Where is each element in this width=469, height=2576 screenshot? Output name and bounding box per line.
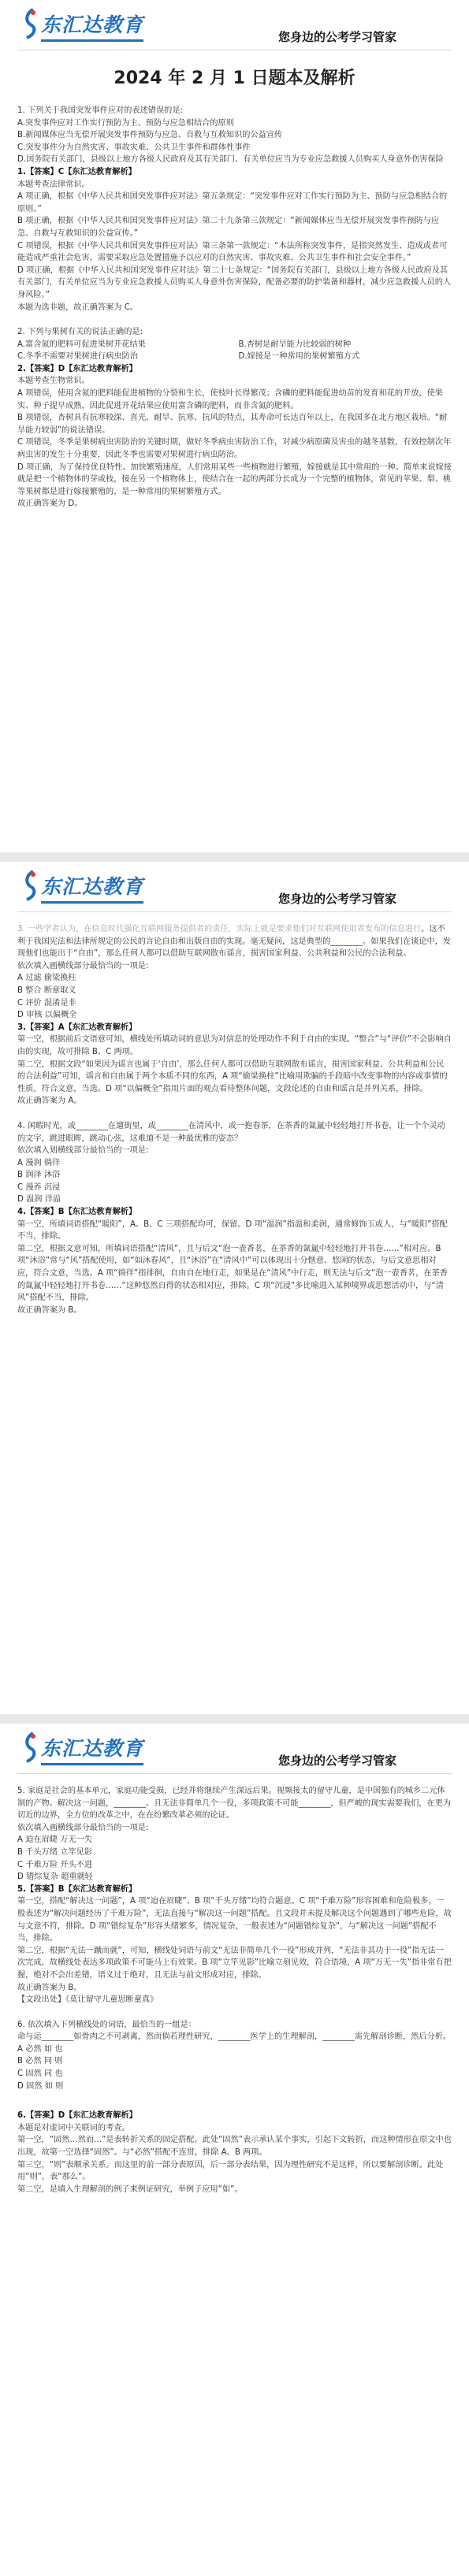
logo-mark-icon: [22, 8, 38, 39]
logo-mark-icon: [22, 1732, 38, 1763]
analysis-line: 故正确答案为 A。: [17, 1097, 82, 1106]
analysis-line: 第一空，搭配“解决这一问题”，A 项“迫在眉睫”、B 项“千头万绪”均符合题意。C 项“千难万险”形容困难和危险极多，一般表述为“解决问题经历了千难万险”，无法直接与“解决这一问题”搭配。且文段并未提及解决这个问题遇到了哪些危险，故与文意不符，排除。D 项“错综复杂”形容头绪繁多，情况复杂，一般表述为“问题错综复杂”，与“解决这一问题”搭配不当，排除。: [17, 1897, 452, 1943]
analysis-line: 本题考查生物常识。: [17, 377, 90, 386]
question-stem-faded: 3. 一些学者认为，在信息时代强化互联网服务提供者的责任，实际上就是要求他们对互联网使用者发布的信息进行: [17, 925, 422, 934]
option: C 漫养 沉浸: [17, 1182, 61, 1192]
analysis-line: 本题考查法律常识。: [17, 180, 90, 189]
option: C 固然 同 也: [17, 2069, 63, 2079]
option: B.杏树是耐旱能力比较弱的树种: [238, 340, 352, 349]
options-grid: [17, 339, 452, 363]
question-stem: 4. 闲暇时光，或________在遛街里，或________在清风中，或一抱春茶，在茶香的氤氲中轻轻地打开书卷，让一个个灵动的文字，跳进眼眸，跳动心弦，这难道不是一种最优雅的姿态？: [17, 1121, 445, 1143]
question-3: [17, 923, 452, 1108]
page-title: 2024 年 2 月 1 日题本及解析: [114, 69, 355, 88]
answer-heading: 2.【答案】D【东汇达教育解析】: [17, 364, 137, 373]
analysis-line: 第三空，“则”表顺承关系。而这里的前一部分表原因，后一部分表结果，因为理性研究不是这样，所以要解剖诊断。此处用“则”，表“那么”。: [17, 2160, 444, 2182]
option: A 漫润 徜徉: [17, 1158, 61, 1167]
question-5: [17, 1785, 452, 2006]
option: B 润泽 沐浴: [17, 1171, 61, 1180]
analysis-line: 第二空，根据“无法一蹴而就”，可知，横线处词语与前文“无法非简单几个一役”形成并列，“无法非其功于一役”指无法一次完成，故横线处表达多项政策不可能马上有效果。B 项“立竿见影”比喻立刻见效，符合语境，A 项“万无一失”指非常有把握，绝对不会出差错，语义过于绝对，且无法与前文形成对应，排除。: [17, 1946, 452, 1980]
header-slogan: 您身边的公考学习管家: [277, 1754, 396, 1768]
fill-instruction: 依次填入划横线部分最恰当的一项是:: [17, 1146, 149, 1156]
option: B.新闻媒体应当无偿开展突发事件预防与应急、自救与互救知识的公益宣传: [17, 131, 283, 140]
logo-text: 东汇达教育: [41, 871, 143, 900]
question-1: [17, 105, 452, 314]
option: D.嫁接是一种常用的果树繁殖方式: [238, 352, 360, 362]
logo: [22, 8, 143, 39]
analysis-line: 故正确答案为 B。: [17, 1983, 82, 1992]
question-stem: 1. 下列关于我国突发事件应对的表述错误的是:: [17, 106, 183, 115]
analysis-line: 【文段出处】《莫让留守儿童思断童真》: [17, 1995, 158, 2005]
analysis-line: 本题是对虚词中关联词的考查。: [17, 2123, 130, 2132]
page-3: [0, 1724, 469, 2576]
page-header: [17, 1724, 452, 1774]
option: C 评价 混淆是非: [17, 998, 76, 1008]
analysis-line: D 项正确，为了保持优良特性、加快繁殖速度，人们常用某些一些植物进行繁殖，嫁接就是其中常用的一种。简单来说嫁接就是把一个植物体的芽或枝，接在另一个植物体上，使结合在一起的两部分长成为一个完整的植物体，常见的苹果、梨、桃等果树都是进行嫁接繁殖的，是一种常用的果树繁殖方式。: [17, 462, 452, 496]
page-header: [17, 0, 452, 50]
answer-heading: 1.【答案】C【东汇达教育解析】: [17, 167, 136, 176]
header-slogan: 您身边的公考学习管家: [277, 30, 396, 44]
option: B 必然 同 则: [17, 2057, 63, 2066]
option: A.突发事件应对工作实行预防为主、预防与应急相结合的原则: [17, 118, 234, 128]
analysis-line: 故正确答案为 D。: [17, 499, 83, 509]
option: A 迫在眉睫 万无一失: [17, 1835, 92, 1845]
logo: [22, 1732, 143, 1763]
option: C.冬季不需要对果树进行病虫防治: [17, 352, 138, 362]
fill-instruction: 依次填入画横线部分最恰当的一项是:: [17, 1823, 149, 1832]
analysis-line: 本题为选非题，故正确答案为 C。: [17, 303, 138, 312]
question-stem: 。这不利于我国宪法和法律所规定的公民的言论自由和出版自由的实现。毫无疑问，这是典型的________。如果我们在谈论中，发现他们也能出于“自由”，那么任何人都可以借助互联网散布谣言，损害国家利益、公共利益和公民的合法利益。: [17, 925, 452, 959]
analysis-line: A 项正确，根据《中华人民共和国突发事件应对法》第五条规定：“突发事件应对工作实行预防为主、预防与应急相结合的原则。”: [17, 192, 448, 213]
option: D.国务院有关部门，县级以上地方各级人民政府及其有关部门、有关单位应当为专业应急救援人员购买人身意外伤害保险: [17, 155, 444, 165]
analysis-line: 第一空，所填词语搭配“暖阳”，A、B、C 三项搭配均可，保留。D 项“温润”指温和柔润，通常修饰玉或人，与“暖阳”搭配不当，排除。: [17, 1219, 448, 1242]
analysis-line: 第一空，根据前后文语意可知，横线处所填动词的意思为对信息的处理动作不利于自由的实现。“整合”与“评价”不会影响自由的实现，故可排除 B、C 两项。: [17, 1035, 452, 1056]
question-2: [17, 326, 452, 510]
fill-instruction: 依次填入画横线部分最恰当的一项是:: [17, 961, 149, 971]
answer-heading: 6.【答案】D【东汇达教育解析】: [17, 2111, 137, 2121]
analysis-line: 第二空，是填入生理解剖的例子来例证研究，举例子应用“如”。: [17, 2184, 243, 2194]
logo-mark-icon: [22, 870, 38, 901]
question-stem: 2. 下列与果树有关的说法正确的是:: [17, 328, 143, 337]
option: A.富含氮的肥料可促进果树开花结果: [17, 340, 146, 349]
answer-heading: 3.【答案】A【东汇达教育解析】: [17, 1023, 137, 1032]
header-slogan: 您身边的公考学习管家: [277, 892, 396, 906]
logo-text: 东汇达教育: [41, 1733, 143, 1761]
answer-heading: 5.【答案】B【东汇达教育解析】: [17, 1884, 137, 1894]
answer-heading: 4.【答案】B【东汇达教育解析】: [17, 1208, 137, 1217]
option: D 温润 洋溢: [17, 1195, 61, 1204]
option: B 整合 断章取义: [17, 985, 76, 995]
question-6: [17, 2019, 452, 2196]
analysis-line: C 项错误，冬季是果树病虫害防治的关键时期，做好冬季病虫害防治工作，对减少病原菌及害虫的越冬基数，有效控制次年病虫害的发生十分重要，因此冬季也需要对果树进行病虫防治。: [17, 438, 452, 460]
analysis-line: 故正确答案为 B。: [17, 1305, 82, 1315]
option: B 千头万绪 立竿见影: [17, 1847, 92, 1857]
question-4: [17, 1120, 452, 1317]
analysis-line: B 项错误，杏树具有抗寒较深、喜光、耐旱、抗寒、抗风的特点，其寿命可长达百年以上，在我国多在北方地区栽培。“耐旱能力较弱”的说法错误。: [17, 414, 448, 435]
option: D 错综复杂 超重就轻: [17, 1873, 93, 1882]
option: D 审核 以偏概全: [17, 1011, 77, 1020]
analysis-line: 第二空，根据文意可知，所填词语搭配“清风”，且与后文“泡一壶香茗，在茶香的氤氲中轻轻地打开书卷……”相对应。B 项“沐浴”常与“风”搭配使用，如“如沐春风”，且“沐浴”在“清风中”可以体现出十分惬意、悠闲的状态，与后文意思相对应，符合文意，当选。A 项“徜徉”指徘徊，自由自在地行走，如果是在“清风”中行走，则无法与后文“泡一壶香茗，在茶香的氤氲中轻轻地打开书卷……”这种悠然自得的状态相对应，排除。C 项“沉浸”多比喻进入某种境界或思想活动中，与“清风”搭配不当，排除。: [17, 1244, 448, 1303]
analysis-line: 第一空，“固然…然而…”是表转折关系的固定搭配。此处“固然”表示承认某个事实，引起下文转折，而这种情形在原文中也出现，故第一空选择“固然”。与“必然”搭配不连贯，排除 A、B 两项。: [17, 2136, 452, 2158]
question-stem: 5. 家庭是社会的基本单元，家庭功能受损，已经并将继续产生深远后果。视频接太的留守儿童，是中国独有的城乡二元体制的产物。解决这一问题，________。且无法非简单几个一役，多项政策不可能________，但严峻的现实需要我们，在更为切近的边界，全方位的改革之中，在在纷繁改革必须的论证。: [17, 1787, 452, 1821]
option: A 过滤 偷梁换柱: [17, 974, 76, 983]
question-stem: 6. 依次填入下列横线处的词语，最恰当的一组是：: [17, 2020, 196, 2029]
analysis-line: D 项正确，根据《中华人民共和国突发事件应对法》第二十七条规定：“国务院有关部门，县级以上地方各级人民政府及其有关部门，有关单位应当为专业应急救援人员购买人身意外伤害保险，配备必要的防护装备和器材，减少应急救援人员的人身风险。”: [17, 265, 452, 299]
option: C.突发事件分为自然灾害、事故灾难、公共卫生事件和群体性事件: [17, 143, 251, 152]
option: D 固然 如 则: [17, 2081, 64, 2091]
analysis-line: 第二空，根据文段“如果因为谣言也属于‘自由’，那么任何人都可以借助互联网散布谣言，损害国家利益、公共利益和公民的合法利益”可知，谣言和自由属于两个本质不同的东西，A 项“偷梁换柱”比喻用欺骗的手段暗中改变事物的内容或事情的性质，符合文意，当选。D 项“以偏概全”指用片面的观点看待整体问题，文段论述的自由和谣言是并列关系，排除。: [17, 1060, 448, 1093]
page-2: [0, 862, 469, 1714]
analysis-line: B 项正确，根据《中华人民共和国突发事件应对法》第二十九条第三款规定：“新闻媒体应当无偿开展突发事件预防与应急、自救与互救知识的公益宣传。”: [17, 217, 440, 238]
analysis-line: C 项错误，根据《中华人民共和国突发事件应对法》第三条第一款规定：“本法所称突发事件，是指突然发生、造成或者可能造成严重社会危害，需要采取应急处置措施予以应对的自然灾害、事故灾难、公共卫生事件和社会安全事件。”: [17, 241, 448, 263]
question-stem-2: 命与运________如骨肉之不可剥离，然而倘若理性研究，________医学上的生理解剖，________需先解剖诊断，然后分析。: [17, 2032, 452, 2042]
page-1: [0, 0, 469, 852]
page-header: [17, 862, 452, 912]
logo: [22, 870, 143, 901]
logo-text: 东汇达教育: [41, 9, 143, 38]
option: A 必然 如 也: [17, 2044, 63, 2054]
option: C 千难万险 开头不进: [17, 1860, 93, 1869]
analysis-line: A 项错误，使用含氮的肥料能促进植物的分裂和生长，使枝叶长得繁茂；含磷的肥料能促进幼苗的发育和花的开放，使果实、种子提早成熟，因此促进开花结果应使用富含磷的肥料，而非含氮的肥料。: [17, 389, 443, 410]
